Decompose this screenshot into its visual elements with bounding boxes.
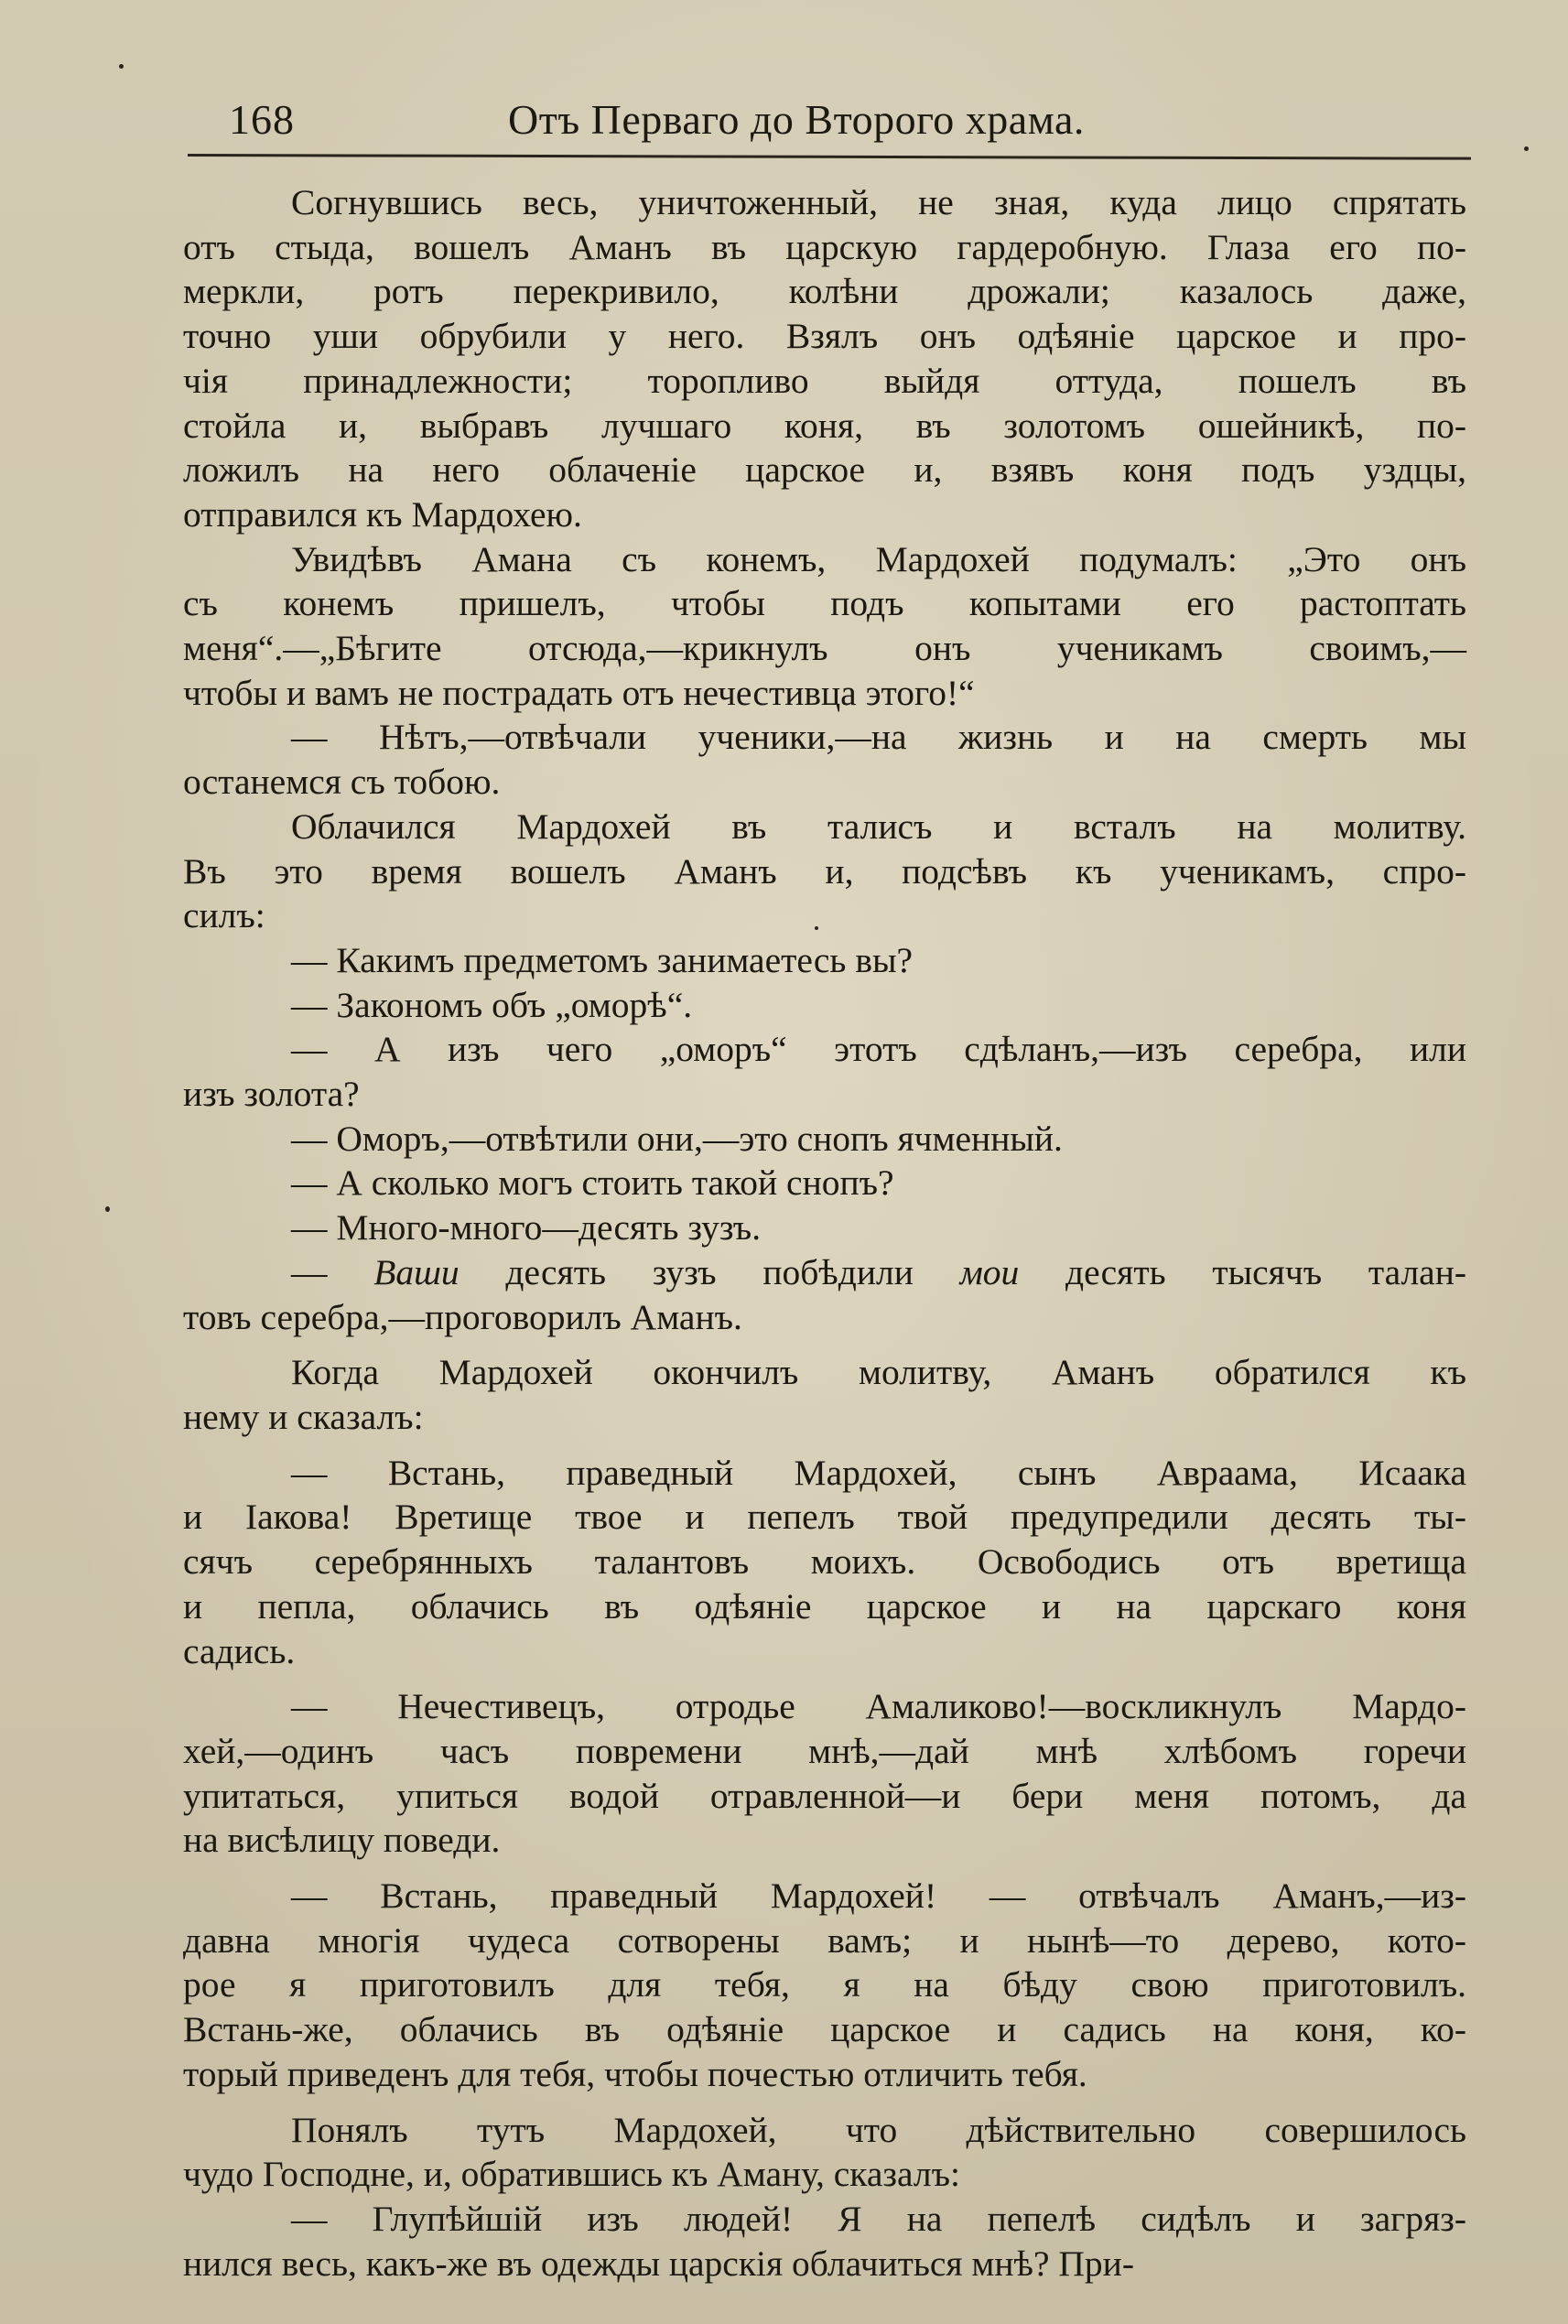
text-line: рое я приготовилъ для тебя, я на бѣду свою приготовилъ. — [183, 1964, 1466, 2005]
text-line: — Ваши десять зузъ побѣдили мои десять тысячъ талан- — [291, 1251, 1467, 1292]
text-line: нему и сказалъ: — [183, 1396, 424, 1437]
text-line: Понялъ тутъ Мардохей, что дѣйствительно совершилось — [291, 2109, 1466, 2150]
text-line: — Оморъ,—отвѣтили они,—это снопъ ячменный. — [291, 1118, 1063, 1159]
text-line: Въ это время вошелъ Аманъ и, подсѣвъ къ ученикамъ, спро- — [183, 850, 1466, 892]
paragraph — [183, 1350, 1466, 1439]
paragraph — [183, 2108, 1466, 2197]
text-line: чудо Господне, и, обратившись къ Аману, сказалъ: — [183, 2154, 960, 2195]
paragraph — [183, 1027, 1466, 1116]
page-header — [188, 92, 1469, 156]
text-line: Согнувшись весь, уничтоженный, не зная, куда лицо спрятать — [291, 182, 1466, 222]
text-line: на висѣлицу поведи. — [183, 1820, 501, 1861]
text-line: садись. — [183, 1630, 296, 1671]
paragraph — [183, 1250, 1466, 1339]
ink-speck — [815, 926, 818, 930]
text-line: — Нечестивецъ, отродье Амаликово!—воскликнулъ Мардо- — [291, 1686, 1466, 1727]
text-line: точно уши обрубили у него. Взялъ онъ одѣяніе царское и про- — [183, 316, 1466, 357]
text-line: товъ серебра,—проговорилъ Аманъ. — [183, 1296, 742, 1337]
text-line: хей,—одинъ часъ повремени мнѣ,—дай мнѣ хлѣбомъ горечи — [183, 1730, 1466, 1771]
text-line: ложилъ на него облаченіе царское и, взявъ коня подъ уздцы, — [183, 449, 1466, 491]
text-line: и пепла, облачись въ одѣяніе царское и на царскаго коня — [183, 1585, 1466, 1627]
text-line: Увидѣвъ Амана съ конемъ, Мардохей подумалъ: „Это онъ — [291, 538, 1466, 579]
text-line: отправился къ Мардохею. — [183, 493, 582, 535]
text-line: чія принадлежности; торопливо выйдя оттуда, пошелъ въ — [183, 360, 1466, 401]
text-line: — Встань, праведный Мардохей! — отвѣчалъ Аманъ,—из- — [291, 1875, 1466, 1917]
text-line: — Много-много—десять зузъ. — [291, 1207, 762, 1248]
text-line: — Нѣтъ,—отвѣчали ученики,—на жизнь и на смерть мы — [291, 717, 1466, 758]
running-title: Отъ Перваго до Второго храма. — [508, 96, 1085, 143]
text-line: нился весь, какъ-же въ одежды царскія облачиться мнѣ? При- — [183, 2243, 1134, 2284]
text-line: — Какимъ предметомъ занимаетесь вы? — [291, 939, 914, 980]
paragraph — [183, 1451, 1466, 1674]
ink-speck — [105, 1206, 110, 1212]
paragraph — [183, 805, 1466, 938]
text-line: изъ золота? — [183, 1074, 360, 1115]
text-line: — Закономъ объ „оморѣ“. — [291, 984, 693, 1025]
page-number: 168 — [229, 96, 295, 143]
text-line: силъ: — [183, 895, 265, 936]
paragraph — [183, 1684, 1466, 1863]
paragraph — [183, 1161, 1466, 1205]
text-line: меня“.—„Бѣгите отсюда,—крикнулъ онъ ученикамъ своимъ,— — [183, 628, 1466, 669]
text-line: останемся съ тобою. — [183, 762, 501, 803]
text-line: давна многія чудеса сотворены вамъ; и нынѣ—то дерево, кото- — [183, 1919, 1466, 1961]
paragraph — [183, 1205, 1466, 1250]
paragraph — [183, 715, 1466, 804]
ink-speck — [119, 64, 124, 69]
paragraph — [183, 938, 1466, 983]
paragraph — [183, 983, 1466, 1028]
text-line: чтобы и вамъ не пострадать отъ нечестивца этого!“ — [183, 672, 975, 713]
paragraph — [183, 537, 1466, 716]
text-line: Когда Мардохей окончилъ молитву, Аманъ обратился къ — [291, 1352, 1466, 1393]
text-line: — А сколько могъ стоить такой снопъ? — [291, 1162, 894, 1204]
text-line: Встань-же, облачись въ одѣяніе царское и садись на коня, ко- — [183, 2009, 1466, 2050]
paragraph — [183, 1117, 1466, 1162]
body-text — [183, 180, 1466, 2286]
text-line: торый приведенъ для тебя, чтобы почестью отличить тебя. — [183, 2053, 1087, 2094]
text-line: меркли, ротъ перекривило, колѣни дрожали; казалось даже, — [183, 271, 1466, 312]
text-line: сячъ серебрянныхъ талантовъ моихъ. Освободись отъ вретища — [183, 1541, 1466, 1583]
text-line: стойла и, выбравъ лучшаго коня, въ золотомъ ошейникѣ, по- — [183, 405, 1466, 446]
text-line: — Встань, праведный Мардохей, сынъ Авраама, Исаака — [291, 1452, 1466, 1493]
emphasis: Ваши — [373, 1251, 460, 1292]
ink-speck — [1524, 146, 1529, 151]
text-line: отъ стыда, вошелъ Аманъ въ царскую гардеробную. Глаза его по- — [183, 226, 1466, 267]
paragraph — [183, 1874, 1466, 2097]
emphasis: мои — [959, 1251, 1020, 1292]
text-line: и Іакова! Вретище твое и пепелъ твой предупредили десять ты- — [183, 1497, 1466, 1538]
text-line: — Глупѣйшій изъ людей! Я на пепелѣ сидѣлъ и загряз- — [291, 2198, 1466, 2239]
paragraph — [183, 180, 1466, 537]
text-line: Облачился Мардохей въ талисъ и всталъ на молитву. — [291, 805, 1466, 847]
text-line: — А изъ чего „оморъ“ этотъ сдѣланъ,—изъ серебра, или — [291, 1029, 1466, 1070]
text-line: упитаться, упиться водой отравленной—и бери меня потомъ, да — [183, 1775, 1466, 1816]
text-line: съ конемъ пришелъ, чтобы подъ копытами его растоптать — [183, 583, 1466, 624]
paragraph — [183, 2197, 1466, 2286]
